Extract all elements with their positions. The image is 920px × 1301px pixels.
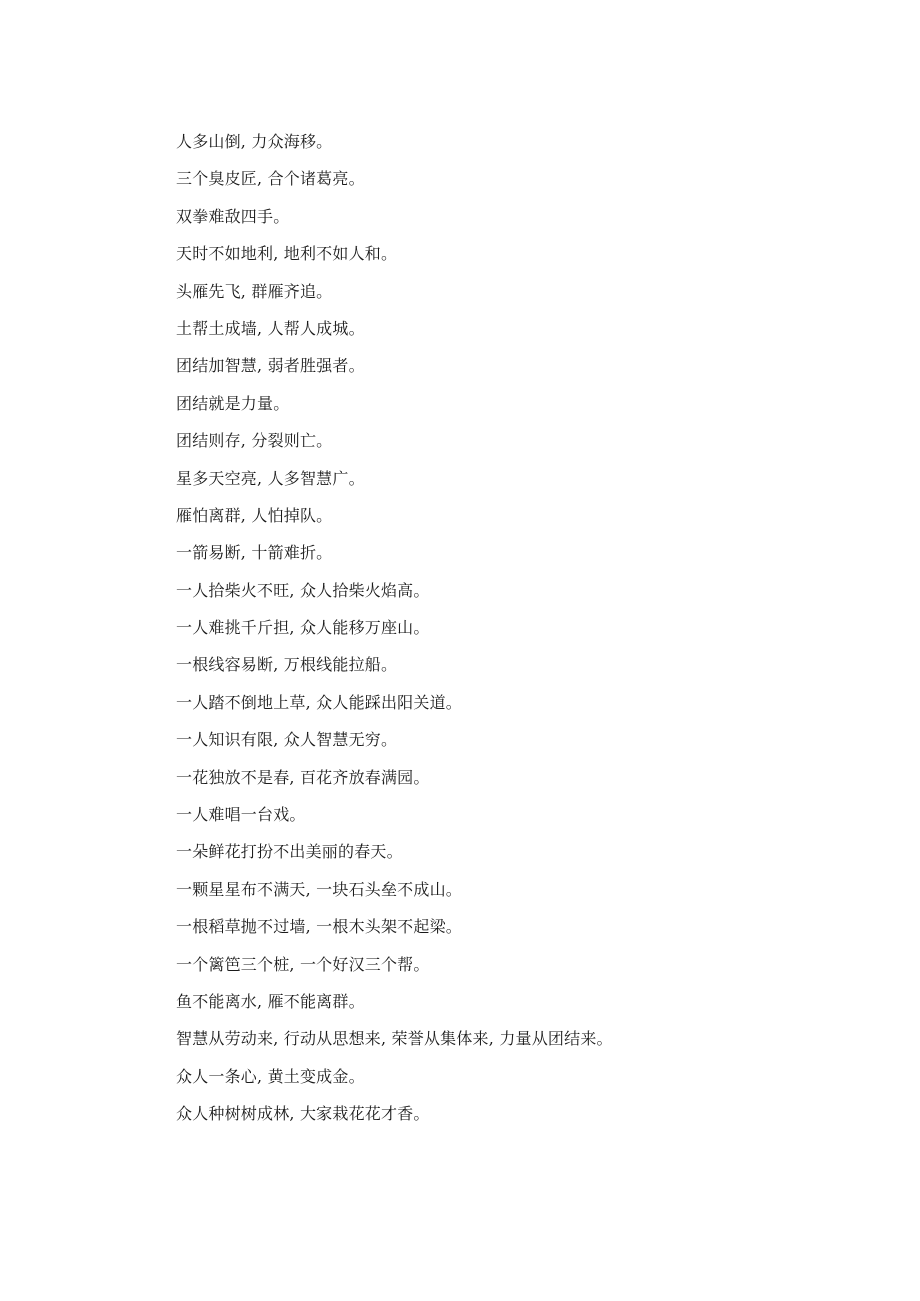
proverb-line: 一花独放不是春, 百花齐放春满园。 — [176, 767, 430, 787]
proverb-line: 一人踏不倒地上草, 众人能踩出阳关道。 — [176, 692, 462, 712]
proverb-line: 头雁先飞, 群雁齐追。 — [176, 281, 333, 301]
proverb-line: 团结加智慧, 弱者胜强者。 — [176, 356, 365, 376]
proverb-line: 众人种树树成林, 大家栽花花才香。 — [176, 1104, 430, 1124]
proverb-line: 众人一条心, 黄土变成金。 — [176, 1066, 365, 1086]
proverb-line: 双拳难敌四手。 — [176, 206, 290, 226]
proverb-line: 一朵鲜花打扮不出美丽的春天。 — [176, 842, 403, 862]
proverb-list — [176, 128, 613, 1138]
proverb-line: 一个篱笆三个桩, 一个好汉三个帮。 — [176, 954, 430, 974]
proverb-line: 一人拾柴火不旺, 众人拾柴火焰高。 — [176, 580, 430, 600]
proverb-line: 星多天空亮, 人多智慧广。 — [176, 468, 365, 488]
proverb-line: 天时不如地利, 地利不如人和。 — [176, 244, 398, 264]
proverb-line: 三个臭皮匠, 合个诸葛亮。 — [176, 169, 365, 189]
proverb-line: 一箭易断, 十箭难折。 — [176, 543, 333, 563]
proverb-line: 团结则存, 分裂则亡。 — [176, 431, 333, 451]
proverb-line: 土帮土成墙, 人帮人成城。 — [176, 318, 365, 338]
proverb-line: 人多山倒, 力众海移。 — [176, 132, 333, 151]
proverb-line: 一人难挑千斤担, 众人能移万座山。 — [176, 618, 430, 638]
proverb-line: 一人难唱一台戏。 — [176, 805, 306, 825]
proverb-line: 雁怕离群, 人怕掉队。 — [176, 505, 333, 525]
proverb-line: 一根稻草抛不过墙, 一根木头架不起梁。 — [176, 917, 462, 937]
proverb-line: 一颗星星布不满天, 一块石头垒不成山。 — [176, 879, 462, 899]
proverb-line: 一根线容易断, 万根线能拉船。 — [176, 655, 398, 675]
proverb-line: 团结就是力量。 — [176, 393, 290, 413]
proverb-line: 智慧从劳动来, 行动从思想来, 荣誉从集体来, 力量从团结来。 — [176, 1029, 613, 1049]
proverb-line: 鱼不能离水, 雁不能离群。 — [176, 991, 365, 1011]
proverb-line: 一人知识有限, 众人智慧无穷。 — [176, 730, 398, 750]
